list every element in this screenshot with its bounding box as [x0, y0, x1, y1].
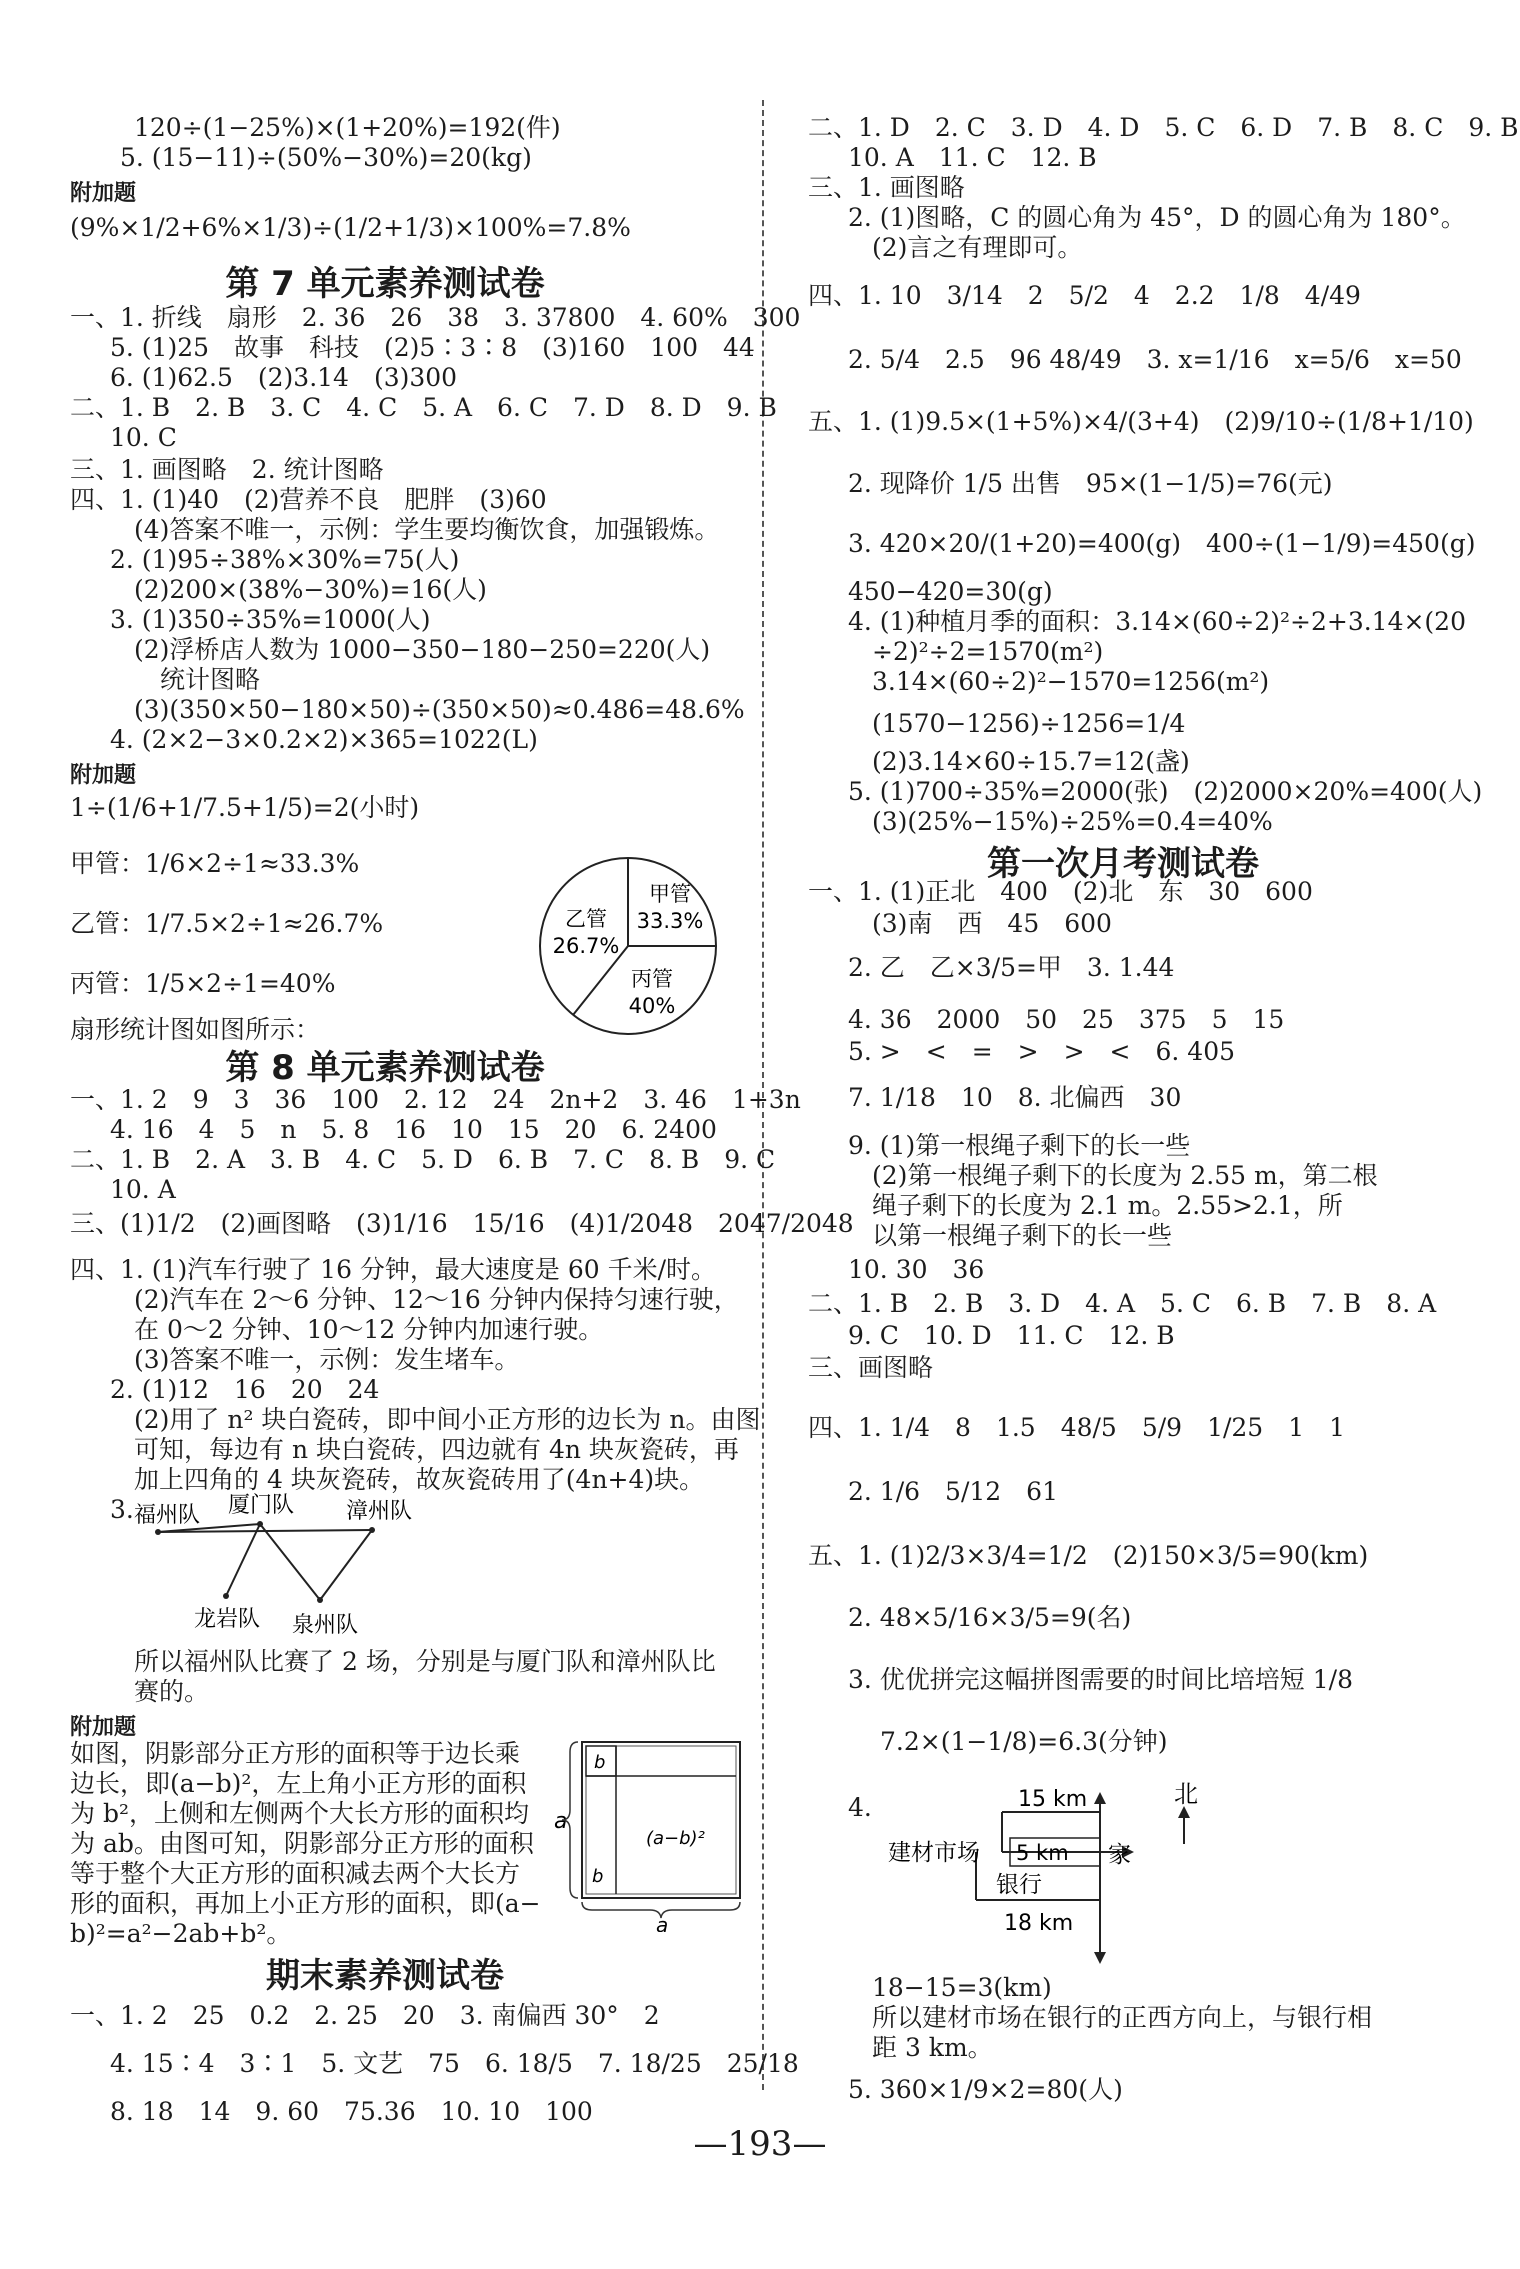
route-map: [888, 1782, 1228, 1972]
text-line: (3)(350×50−180×50)÷(350×50)≈0.486=48.6%: [134, 695, 745, 724]
text-line: 2. 48×5/16×3/5=9(名): [848, 1603, 1132, 1632]
team-xiamen: 厦门队: [228, 1493, 295, 1518]
text-line: 5. 360×1/9×2=80(人): [848, 2075, 1123, 2104]
text-line: 10. 30 36: [848, 1255, 985, 1284]
text-line: 绳子剩下的长度为 2.1 m。2.55>2.1，所: [872, 1191, 1343, 1220]
text-line: 7.2×(1−1/8)=6.3(分钟): [880, 1727, 1168, 1756]
text-line: 5. (15−11)÷(50%−30%)=20(kg): [120, 143, 532, 172]
text-line: 18−15=3(km): [872, 1973, 1052, 2002]
label-b-top: b: [594, 1752, 606, 1773]
text-line: 3. 420×20/(1+20)=400(g) 400÷(1−1/9)=450(g): [848, 529, 1476, 558]
text-line: 450−420=30(g): [848, 577, 1053, 606]
text-line: 五、1. (1)9.5×(1+5%)×4/(3+4) (2)9/10÷(1/8+1/10): [808, 407, 1474, 436]
team-match-diagram: [110, 1488, 550, 1648]
text-line: 4. 16 4 5 n 5. 8 16 10 15 20 6. 2400: [110, 1115, 717, 1144]
section-title: 第一次月考测试卷: [987, 844, 1259, 884]
team-dot: [317, 1597, 323, 1603]
text-line: (4)答案不唯一，示例：学生要均衡饮食，加强锻炼。: [134, 515, 720, 544]
label-15km: 15 km: [1018, 1787, 1088, 1812]
text-line: 扇形统计图如图所示：: [70, 1015, 321, 1044]
text-line: 在 0～2 分钟、10～12 分钟内加速行驶。: [134, 1315, 604, 1344]
text-line: 10. A: [110, 1175, 176, 1204]
label-bank: 银行: [996, 1872, 1042, 1898]
text-line: (3)南 西 45 600: [872, 909, 1112, 938]
text-line: 三、(1)1/2 (2)画图略 (3)1/16 15/16 (4)1/2048 2047/2048: [70, 1209, 854, 1238]
text-line: 2. 1/6 5/12 61: [848, 1477, 1058, 1506]
pie-value-jia: 33.3%: [636, 909, 704, 933]
text-line: 四、1. 1/4 8 1.5 48/5 5/9 1/25 1 1: [808, 1413, 1346, 1442]
square-diagram: [550, 1732, 750, 1932]
text-line: 一、1. 2 25 0.2 2. 25 20 3. 南偏西 30° 2: [70, 2001, 660, 2030]
text-line: ÷2)²÷2=1570(m²): [872, 637, 1104, 666]
text-line: 所以福州队比赛了 2 场，分别是与厦门队和漳州队比: [134, 1647, 716, 1676]
text-line: 一、1. (1)正北 400 (2)北 东 30 600: [808, 877, 1313, 906]
team-fuzhou: 福州队: [134, 1503, 201, 1528]
label-home: 家: [1108, 1842, 1131, 1868]
label-market: 建材市场: [888, 1840, 980, 1866]
text-line: 3. 优优拼完这幅拼图需要的时间比培培短 1/8: [848, 1665, 1353, 1694]
text-line: (2)言之有理即可。: [872, 233, 1083, 262]
label-b-bottom: b: [592, 1866, 604, 1887]
text-line: 2. 5/4 2.5 96 48/49 3. x=1/16 x=5/6 x=50: [848, 345, 1462, 374]
text-line: 10. C: [110, 423, 177, 452]
text-line: b)²=a²−2ab+b²。: [70, 1919, 292, 1948]
brace-left: [562, 1742, 578, 1898]
match-line: [226, 1524, 260, 1596]
text-line: 四、1. (1)40 (2)营养不良 肥胖 (3)60: [70, 485, 547, 514]
text-line: (1570−1256)÷1256=1/4: [872, 709, 1186, 738]
team-dot: [369, 1527, 375, 1533]
team-quanzhou: 泉州队: [292, 1613, 359, 1638]
subheading: 附加题: [70, 763, 137, 788]
match-line: [320, 1530, 372, 1600]
text-line: 二、1. B 2. B 3. C 4. C 5. A 6. C 7. D 8. D 9. B: [70, 393, 777, 422]
text-line: 所以建材市场在银行的正西方向上，与银行相: [872, 2003, 1373, 2032]
pie-label-bing: 丙管: [631, 967, 673, 991]
pie-label-jia: 甲管: [649, 882, 691, 906]
text-line: 1÷(1/6+1/7.5+1/5)=2(小时): [70, 793, 420, 822]
pie-label-yi: 乙管: [565, 907, 607, 931]
arrow-up-icon: [1094, 1792, 1106, 1804]
text-line: 乙管：1/7.5×2÷1≈26.7%: [70, 909, 384, 938]
section-title: 第 7 单元素养测试卷: [225, 264, 545, 304]
text-line: 甲管：1/6×2÷1≈33.3%: [70, 849, 360, 878]
text-line: 距 3 km。: [872, 2033, 993, 2062]
text-line: (2)浮桥店人数为 1000−350−180−250=220(人): [134, 635, 711, 664]
page-number: —193—: [693, 2124, 827, 2164]
text-line: 可知，每边有 n 块白瓷砖，四边就有 4n 块灰瓷砖，再: [134, 1435, 739, 1464]
team-dot: [257, 1521, 263, 1527]
text-line: 等于整个大正方形的面积减去两个大长方: [70, 1859, 521, 1888]
text-line: 9. C 10. D 11. C 12. B: [848, 1321, 1175, 1350]
text-line: (9%×1/2+6%×1/3)÷(1/2+1/3)×100%=7.8%: [70, 213, 631, 242]
text-line: 二、1. B 2. A 3. B 4. C 5. D 6. B 7. C 8. B 9. C: [70, 1145, 776, 1174]
text-line: 2. 现降价 1/5 出售 95×(1−1/5)=76(元): [848, 469, 1333, 498]
label-a-minus-b-squared: (a−b)²: [646, 1828, 705, 1849]
pie-value-yi: 26.7%: [552, 934, 620, 958]
section-title: 期末素养测试卷: [266, 1956, 504, 1996]
text-line: (2)第一根绳子剩下的长度为 2.55 m，第二根: [872, 1161, 1378, 1190]
text-line: 四、1. 10 3/14 2 5/2 4 2.2 1/8 4/49: [808, 281, 1361, 310]
label-18km: 18 km: [1004, 1911, 1074, 1936]
team-dot: [155, 1529, 161, 1535]
text-line: 7. 1/18 10 8. 北偏西 30: [848, 1083, 1182, 1112]
text-line: 2. 乙 乙×3/5=甲 3. 1.44: [848, 953, 1175, 982]
text-line: 4.: [848, 1793, 872, 1822]
text-line: 为 b²，上侧和左侧两个大长方形的面积均: [70, 1799, 529, 1828]
label-5km: 5 km: [1016, 1841, 1069, 1865]
text-line: 边长，即(a−b)²，左上角小正方形的面积: [70, 1769, 527, 1798]
text-line: 5. > < = > > < 6. 405: [848, 1037, 1236, 1066]
text-line: 4. (2×2−3×0.2×2)×365=1022(L): [110, 725, 538, 754]
text-line: 5. (1)700÷35%=2000(张) (2)2000×20%=400(人): [848, 777, 1483, 806]
team-zhangzhou: 漳州队: [346, 1499, 413, 1524]
pie-chart: [538, 836, 808, 1056]
text-line: 2. (1)95÷38%×30%=75(人): [110, 545, 460, 574]
subheading: 附加题: [70, 181, 137, 206]
team-longyan: 龙岩队: [194, 1607, 261, 1632]
arrow-down-icon: [1094, 1952, 1106, 1964]
subheading: 附加题: [70, 1715, 137, 1740]
text-line: 三、1. 画图略: [808, 173, 965, 202]
text-line: 加上四角的 4 块灰瓷砖，故灰瓷砖用了(4n+4)块。: [134, 1465, 705, 1494]
label-a-bottom: a: [656, 1913, 669, 1932]
section-title: 第 8 单元素养测试卷: [225, 1048, 545, 1088]
text-line: 6. (1)62.5 (2)3.14 (3)300: [110, 363, 458, 392]
text-line: 为 ab。由图可知，阴影部分正方形的面积: [70, 1829, 534, 1858]
text-line: 3.: [110, 1495, 134, 1524]
text-line: 二、1. D 2. C 3. D 4. D 5. C 6. D 7. B 8. C 9. B: [808, 113, 1519, 142]
text-line: 120÷(1−25%)×(1+20%)=192(件): [134, 113, 561, 142]
label-north: 北: [1174, 1782, 1198, 1808]
text-line: 四、1. (1)汽车行驶了 16 分钟，最大速度是 60 千米/时。: [70, 1255, 717, 1284]
team-dot: [223, 1593, 229, 1599]
text-line: 2. (1)图略，C 的圆心角为 45°，D 的圆心角为 180°。: [848, 203, 1466, 232]
text-line: 4. 15∶4 3∶1 5. 文艺 75 6. 18/5 7. 18/25 25/18: [110, 2049, 799, 2078]
text-line: (3)(25%−15%)÷25%=0.4=40%: [872, 807, 1273, 836]
match-line: [260, 1524, 320, 1600]
text-line: 3.14×(60÷2)²−1570=1256(m²): [872, 667, 1270, 696]
text-line: 2. (1)12 16 20 24: [110, 1375, 380, 1404]
text-line: 三、画图略: [808, 1353, 934, 1382]
text-line: 4. 36 2000 50 25 375 5 15: [848, 1005, 1285, 1034]
label-a-side: a: [554, 1809, 568, 1834]
text-line: 五、1. (1)2/3×3/4=1/2 (2)150×3/5=90(km): [808, 1541, 1369, 1570]
text-line: 如图，阴影部分正方形的面积等于边长乘: [70, 1739, 521, 1768]
text-line: 5. (1)25 故事 科技 (2)5∶3∶8 (3)160 100 44: [110, 333, 755, 362]
text-line: 赛的。: [134, 1677, 210, 1706]
text-line: 8. 18 14 9. 60 75.36 10. 10 100: [110, 2097, 593, 2126]
text-line: 丙管：1/5×2÷1=40%: [70, 969, 336, 998]
text-line: (2)用了 n² 块白瓷砖，即中间小正方形的边长为 n。由图: [134, 1405, 761, 1434]
text-line: 一、1. 2 9 3 36 100 2. 12 24 2n+2 3. 46 1+3n: [70, 1085, 801, 1114]
text-line: 一、1. 折线 扇形 2. 36 26 38 3. 37800 4. 60% 300: [70, 303, 801, 332]
text-line: 10. A 11. C 12. B: [848, 143, 1097, 172]
text-line: 形的面积，再加上小正方形的面积，即(a−: [70, 1889, 541, 1918]
text-line: 3. (1)350÷35%=1000(人): [110, 605, 431, 634]
text-line: (3)答案不唯一，示例：发生堵车。: [134, 1345, 520, 1374]
text-line: 统计图略: [160, 665, 261, 694]
text-line: 9. (1)第一根绳子剩下的长一些: [848, 1131, 1191, 1160]
text-line: 三、1. 画图略 2. 统计图略: [70, 455, 384, 484]
text-line: (2)3.14×60÷15.7=12(盏): [872, 747, 1190, 776]
text-line: 以第一根绳子剩下的长一些: [872, 1221, 1173, 1250]
text-line: (2)汽车在 2～6 分钟、12～16 分钟内保持匀速行驶，: [134, 1285, 739, 1314]
text-line: 二、1. B 2. B 3. D 4. A 5. C 6. B 7. B 8. A: [808, 1289, 1437, 1318]
pie-value-bing: 40%: [628, 994, 676, 1018]
text-line: (2)200×(38%−30%)=16(人): [134, 575, 487, 604]
text-line: 4. (1)种植月季的面积：3.14×(60÷2)²÷2+3.14×(20: [848, 607, 1466, 636]
